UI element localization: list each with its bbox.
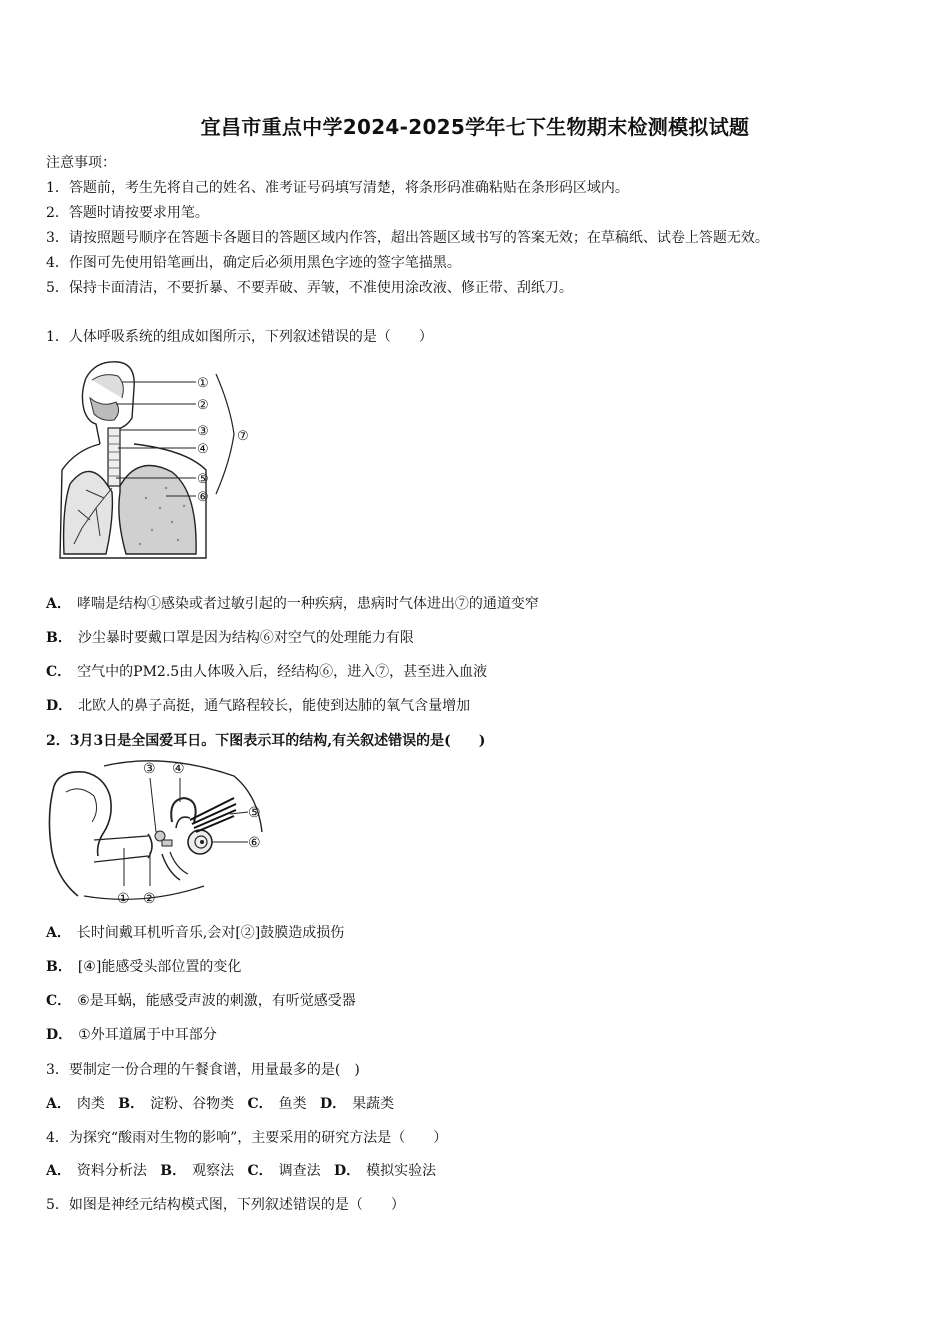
- question-1-option-a[interactable]: A． 哮喘是结构①感染或者过敏引起的一种疾病，患病时气体进出⑦的通道变窄: [46, 596, 539, 612]
- question-1-option-c[interactable]: C． 空气中的PM2.5由人体吸入后，经结构⑥，进入⑦，甚至进入血液: [46, 664, 488, 680]
- question-4-stem: 4．为探究“酸雨对生物的影响”，主要采用的研究方法是（ ）: [46, 1130, 448, 1146]
- question-1-option-b[interactable]: B． 沙尘暴时要戴口罩是因为结构⑥对空气的处理能力有限: [46, 630, 414, 646]
- page-title: 宜昌市重点中学2024-2025学年七下生物期末检测模拟试题: [200, 115, 750, 139]
- question-3-option-d[interactable]: D． 果蔬类: [319, 1096, 395, 1112]
- question-4-options: [46, 1160, 436, 1180]
- question-1-stem: 1．人体呼吸系统的组成如图所示，下列叙述错误的是（ ）: [46, 329, 433, 345]
- question-2-option-d[interactable]: D． ①外耳道属于中耳部分: [46, 1027, 217, 1043]
- label-3: ③: [197, 424, 209, 439]
- ear-structure-figure: [44, 756, 270, 912]
- question-3-option-c[interactable]: C． 鱼类: [247, 1096, 307, 1112]
- label-1: ①: [117, 891, 130, 907]
- label-4: ④: [172, 761, 185, 777]
- notice-item: 2．答题时请按要求用笔。: [46, 205, 209, 221]
- question-2-stem: 2．3月3日是全国爱耳日。下图表示耳的结构,有关叙述错误的是( ): [46, 733, 486, 749]
- question-1-option-d[interactable]: D． 北欧人的鼻子高挺，通气路程较长，能使到达肺的氧气含量增加: [46, 698, 471, 714]
- question-3-option-a[interactable]: A． 肉类: [46, 1096, 105, 1112]
- question-2-option-b[interactable]: B． [④]能感受头部位置的变化: [46, 959, 242, 975]
- question-3-option-b[interactable]: B． 淀粉、谷物类: [118, 1096, 235, 1112]
- notice-item: 1．答题前，考生先将自己的姓名、准考证号码填写清楚，将条形码准确粘贴在条形码区域内。: [46, 180, 629, 196]
- respiratory-system-figure: [56, 358, 266, 574]
- label-6: ⑥: [248, 835, 261, 851]
- label-3: ③: [143, 761, 156, 777]
- question-2-option-c[interactable]: C． ⑥是耳蜗，能感受声波的刺激，有听觉感受器: [46, 993, 356, 1009]
- label-4: ④: [197, 442, 209, 457]
- question-3-stem: 3．要制定一份合理的午餐食谱，用量最多的是( ): [46, 1062, 360, 1078]
- question-4-option-d[interactable]: D． 模拟实验法: [333, 1163, 437, 1179]
- question-5-stem: 5．如图是神经元结构模式图，下列叙述错误的是（ ）: [46, 1197, 405, 1213]
- label-6: ⑥: [197, 490, 209, 505]
- notice-item: 4．作图可先使用铅笔画出，确定后必须用黑色字迹的签字笔描黑。: [46, 255, 461, 271]
- notice-item: 5．保持卡面清洁，不要折暴、不要弄破、弄皱，不准使用涂改液、修正带、刮纸刀。: [46, 280, 573, 296]
- question-4-option-b[interactable]: B． 观察法: [160, 1163, 235, 1179]
- label-2: ②: [197, 398, 209, 413]
- label-5: ⑤: [197, 472, 209, 487]
- question-2-option-a[interactable]: A． 长时间戴耳机听音乐,会对[②]鼓膜造成损伤: [46, 925, 345, 941]
- label-1: ①: [197, 376, 209, 391]
- label-5: ⑤: [248, 805, 261, 821]
- question-3-options: [46, 1093, 394, 1113]
- question-4-option-c[interactable]: C． 调查法: [247, 1163, 321, 1179]
- question-4-option-a[interactable]: A． 资料分析法: [46, 1163, 147, 1179]
- notice-heading: 注意事项：: [46, 155, 116, 171]
- label-2: ②: [143, 891, 156, 907]
- label-7: ⑦: [237, 429, 249, 444]
- notice-item: 3．请按照题号顺序在答题卡各题目的答题区域内作答，超出答题区域书写的答案无效；在草稿纸、试卷上答题无效。: [46, 230, 769, 246]
